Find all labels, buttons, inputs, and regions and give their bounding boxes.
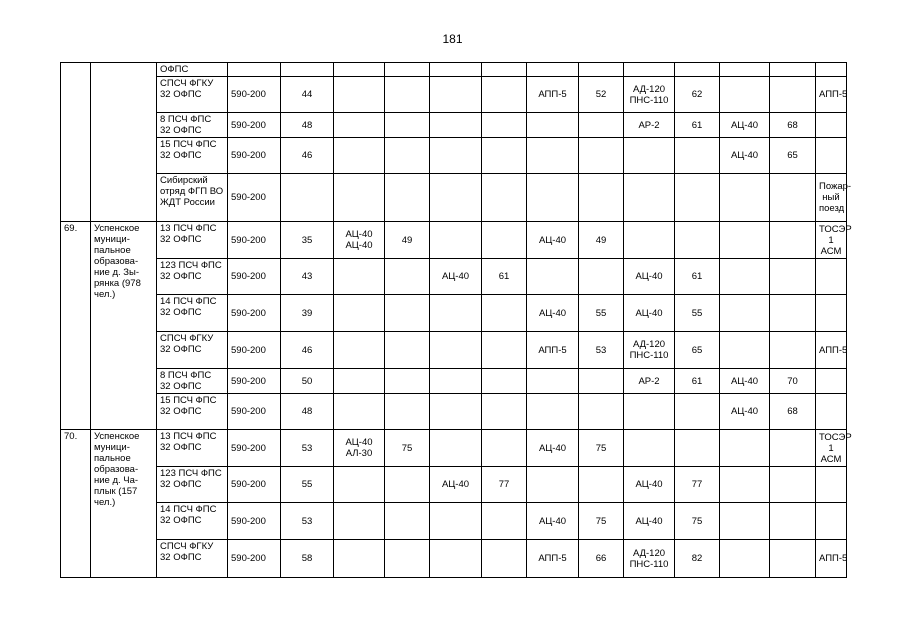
apparatus-2-cell [430,430,482,467]
time-3-cell [579,63,624,77]
apparatus-5-cell [720,430,770,467]
time-1-cell [385,174,430,222]
time-2-cell [482,332,527,369]
extra-cell [816,394,847,430]
time-1-cell [385,503,430,540]
time-1-cell [385,295,430,332]
time-4-cell: 75 [675,503,720,540]
apparatus-1-cell [334,259,385,295]
time-3-cell [579,467,624,503]
apparatus-4-cell [624,174,675,222]
time-1-cell: 49 [385,222,430,259]
time-5-cell [770,77,816,113]
time-4-cell: 61 [675,259,720,295]
time-1-cell [385,332,430,369]
apparatus-1-cell [334,540,385,578]
time-cell: 43 [281,259,334,295]
range-cell: 590-200 [228,113,281,138]
unit-cell: 8 ПСЧ ФПС 32 ОФПС [157,369,228,394]
apparatus-3-cell [527,259,579,295]
extra-cell [816,467,847,503]
time-cell: 55 [281,467,334,503]
unit-cell: СПСЧ ФГКУ 32 ОФПС [157,332,228,369]
range-cell: 590-200 [228,467,281,503]
apparatus-3-cell: АЦ-40 [527,222,579,259]
apparatus-5-cell [720,63,770,77]
table-row [61,63,847,77]
time-5-cell [770,467,816,503]
time-4-cell [675,222,720,259]
time-5-cell [770,332,816,369]
row-number-cell [61,63,91,222]
unit-cell: 13 ПСЧ ФПС 32 ОФПС [157,222,228,259]
time-4-cell: 61 [675,113,720,138]
apparatus-2-cell [430,540,482,578]
apparatus-4-cell: АЦ-40 [624,259,675,295]
apparatus-5-cell [720,295,770,332]
time-5-cell [770,540,816,578]
apparatus-2-cell [430,222,482,259]
apparatus-5-cell: АЦ-40 [720,369,770,394]
time-3-cell [579,369,624,394]
apparatus-4-cell [624,222,675,259]
time-1-cell [385,113,430,138]
apparatus-5-cell [720,540,770,578]
time-3-cell: 55 [579,295,624,332]
range-cell: 590-200 [228,540,281,578]
range-cell: 590-200 [228,77,281,113]
time-4-cell: 55 [675,295,720,332]
apparatus-5-cell: АЦ-40 [720,138,770,174]
extra-cell [816,369,847,394]
apparatus-4-cell: АЦ-40 [624,295,675,332]
time-1-cell [385,369,430,394]
time-cell: 48 [281,113,334,138]
apparatus-3-cell [527,369,579,394]
range-cell: 590-200 [228,503,281,540]
time-cell: 39 [281,295,334,332]
time-1-cell [385,540,430,578]
table-row [61,222,847,259]
unit-cell: 123 ПСЧ ФПС 32 ОФПС [157,467,228,503]
apparatus-4-cell [624,138,675,174]
unit-cell: 14 ПСЧ ФПС 32 ОФПС [157,503,228,540]
apparatus-1-cell: АЦ-40 АЛ-30 [334,430,385,467]
range-cell: 590-200 [228,295,281,332]
time-3-cell [579,113,624,138]
apparatus-3-cell [527,113,579,138]
unit-cell: 8 ПСЧ ФПС 32 ОФПС [157,113,228,138]
apparatus-3-cell: АЦ-40 [527,295,579,332]
range-cell: 590-200 [228,369,281,394]
apparatus-4-cell [624,430,675,467]
extra-cell [816,259,847,295]
range-cell: 590-200 [228,138,281,174]
unit-cell: 13 ПСЧ ФПС 32 ОФПС [157,430,228,467]
extra-cell: ТОСЭР 1 АСМ [816,222,847,259]
time-3-cell [579,394,624,430]
apparatus-2-cell: АЦ-40 [430,259,482,295]
time-4-cell [675,430,720,467]
time-5-cell [770,430,816,467]
range-cell: 590-200 [228,332,281,369]
apparatus-2-cell [430,369,482,394]
unit-cell: 15 ПСЧ ФПС 32 ОФПС [157,138,228,174]
time-4-cell: 65 [675,332,720,369]
table-row [61,467,847,503]
time-4-cell: 62 [675,77,720,113]
apparatus-4-cell: АЦ-40 [624,467,675,503]
unit-cell: 14 ПСЧ ФПС 32 ОФПС [157,295,228,332]
time-5-cell [770,259,816,295]
time-2-cell: 61 [482,259,527,295]
apparatus-1-cell [334,503,385,540]
extra-cell [816,503,847,540]
time-5-cell: 70 [770,369,816,394]
time-3-cell [579,174,624,222]
time-2-cell [482,540,527,578]
time-1-cell [385,77,430,113]
apparatus-3-cell [527,174,579,222]
row-number-cell: 69. [61,222,91,430]
apparatus-4-cell [624,394,675,430]
unit-cell: СПСЧ ФГКУ 32 ОФПС [157,77,228,113]
apparatus-2-cell: АЦ-40 [430,467,482,503]
time-2-cell [482,63,527,77]
range-cell: 590-200 [228,222,281,259]
time-3-cell: 75 [579,430,624,467]
extra-cell: ТОСЭР 1 АСМ [816,430,847,467]
time-2-cell [482,77,527,113]
table-row [61,503,847,540]
apparatus-2-cell [430,77,482,113]
table-row [61,138,847,174]
apparatus-5-cell [720,174,770,222]
apparatus-1-cell [334,138,385,174]
time-2-cell [482,369,527,394]
time-cell: 50 [281,369,334,394]
time-cell [281,174,334,222]
unit-cell: ОФПС [157,63,228,77]
time-2-cell [482,503,527,540]
table-row [61,540,847,578]
apparatus-3-cell: АПП-5 [527,540,579,578]
unit-cell: 15 ПСЧ ФПС 32 ОФПС [157,394,228,430]
apparatus-4-cell: АД-120 ПНС-110 [624,540,675,578]
extra-cell [816,113,847,138]
apparatus-5-cell [720,259,770,295]
apparatus-3-cell: АПП-5 [527,332,579,369]
settlement-cell: Успенское муници-пальное образова-ние д. Зы-рянка (978 чел.) [91,222,157,430]
time-2-cell: 77 [482,467,527,503]
time-4-cell [675,63,720,77]
time-4-cell: 82 [675,540,720,578]
row-number-cell: 70. [61,430,91,578]
extra-cell [816,63,847,77]
apparatus-5-cell [720,77,770,113]
apparatus-3-cell [527,467,579,503]
apparatus-1-cell [334,63,385,77]
time-4-cell [675,394,720,430]
apparatus-2-cell [430,174,482,222]
time-1-cell [385,394,430,430]
time-1-cell [385,63,430,77]
table-row [61,295,847,332]
apparatus-2-cell [430,332,482,369]
apparatus-1-cell [334,467,385,503]
time-5-cell [770,295,816,332]
apparatus-1-cell [334,369,385,394]
apparatus-1-cell [334,174,385,222]
time-2-cell [482,394,527,430]
time-5-cell: 68 [770,113,816,138]
time-2-cell [482,295,527,332]
apparatus-1-cell [334,113,385,138]
settlement-cell [91,63,157,222]
apparatus-4-cell: АР-2 [624,369,675,394]
apparatus-4-cell: АД-120 ПНС-110 [624,77,675,113]
extra-cell: АПП-5 [816,332,847,369]
time-3-cell: 75 [579,503,624,540]
time-cell [281,63,334,77]
apparatus-5-cell: АЦ-40 [720,394,770,430]
unit-cell: Сибирский отряд ФГП ВО ЖДТ России [157,174,228,222]
apparatus-5-cell [720,503,770,540]
time-3-cell: 52 [579,77,624,113]
range-cell: 590-200 [228,174,281,222]
apparatus-2-cell [430,138,482,174]
table-row [61,394,847,430]
apparatus-5-cell [720,332,770,369]
page-number: 181 [442,32,463,46]
time-5-cell [770,222,816,259]
time-2-cell [482,113,527,138]
table-row [61,332,847,369]
table-row [61,430,847,467]
apparatus-5-cell: АЦ-40 [720,113,770,138]
apparatus-2-cell [430,295,482,332]
time-5-cell [770,63,816,77]
time-3-cell [579,138,624,174]
time-cell: 44 [281,77,334,113]
time-cell: 53 [281,503,334,540]
time-cell: 53 [281,430,334,467]
range-cell [228,63,281,77]
time-4-cell: 61 [675,369,720,394]
table-row [61,77,847,113]
time-cell: 35 [281,222,334,259]
time-2-cell [482,138,527,174]
time-2-cell [482,430,527,467]
range-cell: 590-200 [228,259,281,295]
apparatus-3-cell: АПП-5 [527,77,579,113]
apparatus-1-cell [334,394,385,430]
time-4-cell [675,138,720,174]
apparatus-4-cell [624,63,675,77]
response-table [60,62,852,578]
apparatus-4-cell: АД-120 ПНС-110 [624,332,675,369]
apparatus-3-cell [527,63,579,77]
time-1-cell: 75 [385,430,430,467]
table-row [61,174,847,222]
time-cell: 46 [281,332,334,369]
unit-cell: СПСЧ ФГКУ 32 ОФПС [157,540,228,578]
apparatus-1-cell: АЦ-40 АЦ-40 [334,222,385,259]
extra-cell: АПП-5 [816,77,847,113]
table-row [61,259,847,295]
time-3-cell [579,259,624,295]
time-2-cell [482,222,527,259]
time-4-cell [675,174,720,222]
time-5-cell [770,174,816,222]
apparatus-1-cell [334,295,385,332]
time-5-cell: 68 [770,394,816,430]
time-1-cell [385,467,430,503]
apparatus-3-cell [527,138,579,174]
time-2-cell [482,174,527,222]
range-cell: 590-200 [228,394,281,430]
apparatus-3-cell [527,394,579,430]
extra-cell: Пожар-ный поезд [816,174,847,222]
range-cell: 590-200 [228,430,281,467]
unit-cell: 123 ПСЧ ФПС 32 ОФПС [157,259,228,295]
table-row [61,369,847,394]
apparatus-5-cell [720,222,770,259]
table-row [61,113,847,138]
apparatus-2-cell [430,63,482,77]
time-4-cell: 77 [675,467,720,503]
time-5-cell: 65 [770,138,816,174]
apparatus-2-cell [430,394,482,430]
apparatus-1-cell [334,332,385,369]
apparatus-4-cell: АР-2 [624,113,675,138]
apparatus-5-cell [720,467,770,503]
time-3-cell: 53 [579,332,624,369]
apparatus-2-cell [430,503,482,540]
time-3-cell: 66 [579,540,624,578]
time-cell: 48 [281,394,334,430]
time-1-cell [385,138,430,174]
extra-cell [816,295,847,332]
time-cell: 46 [281,138,334,174]
extra-cell [816,138,847,174]
time-5-cell [770,503,816,540]
apparatus-3-cell: АЦ-40 [527,430,579,467]
apparatus-3-cell: АЦ-40 [527,503,579,540]
time-cell: 58 [281,540,334,578]
time-1-cell [385,259,430,295]
extra-cell: АПП-5 [816,540,847,578]
apparatus-2-cell [430,113,482,138]
settlement-cell: Успенское муници-пальное образова-ние д. Ча-плык (157 чел.) [91,430,157,578]
apparatus-1-cell [334,77,385,113]
apparatus-4-cell: АЦ-40 [624,503,675,540]
time-3-cell: 49 [579,222,624,259]
